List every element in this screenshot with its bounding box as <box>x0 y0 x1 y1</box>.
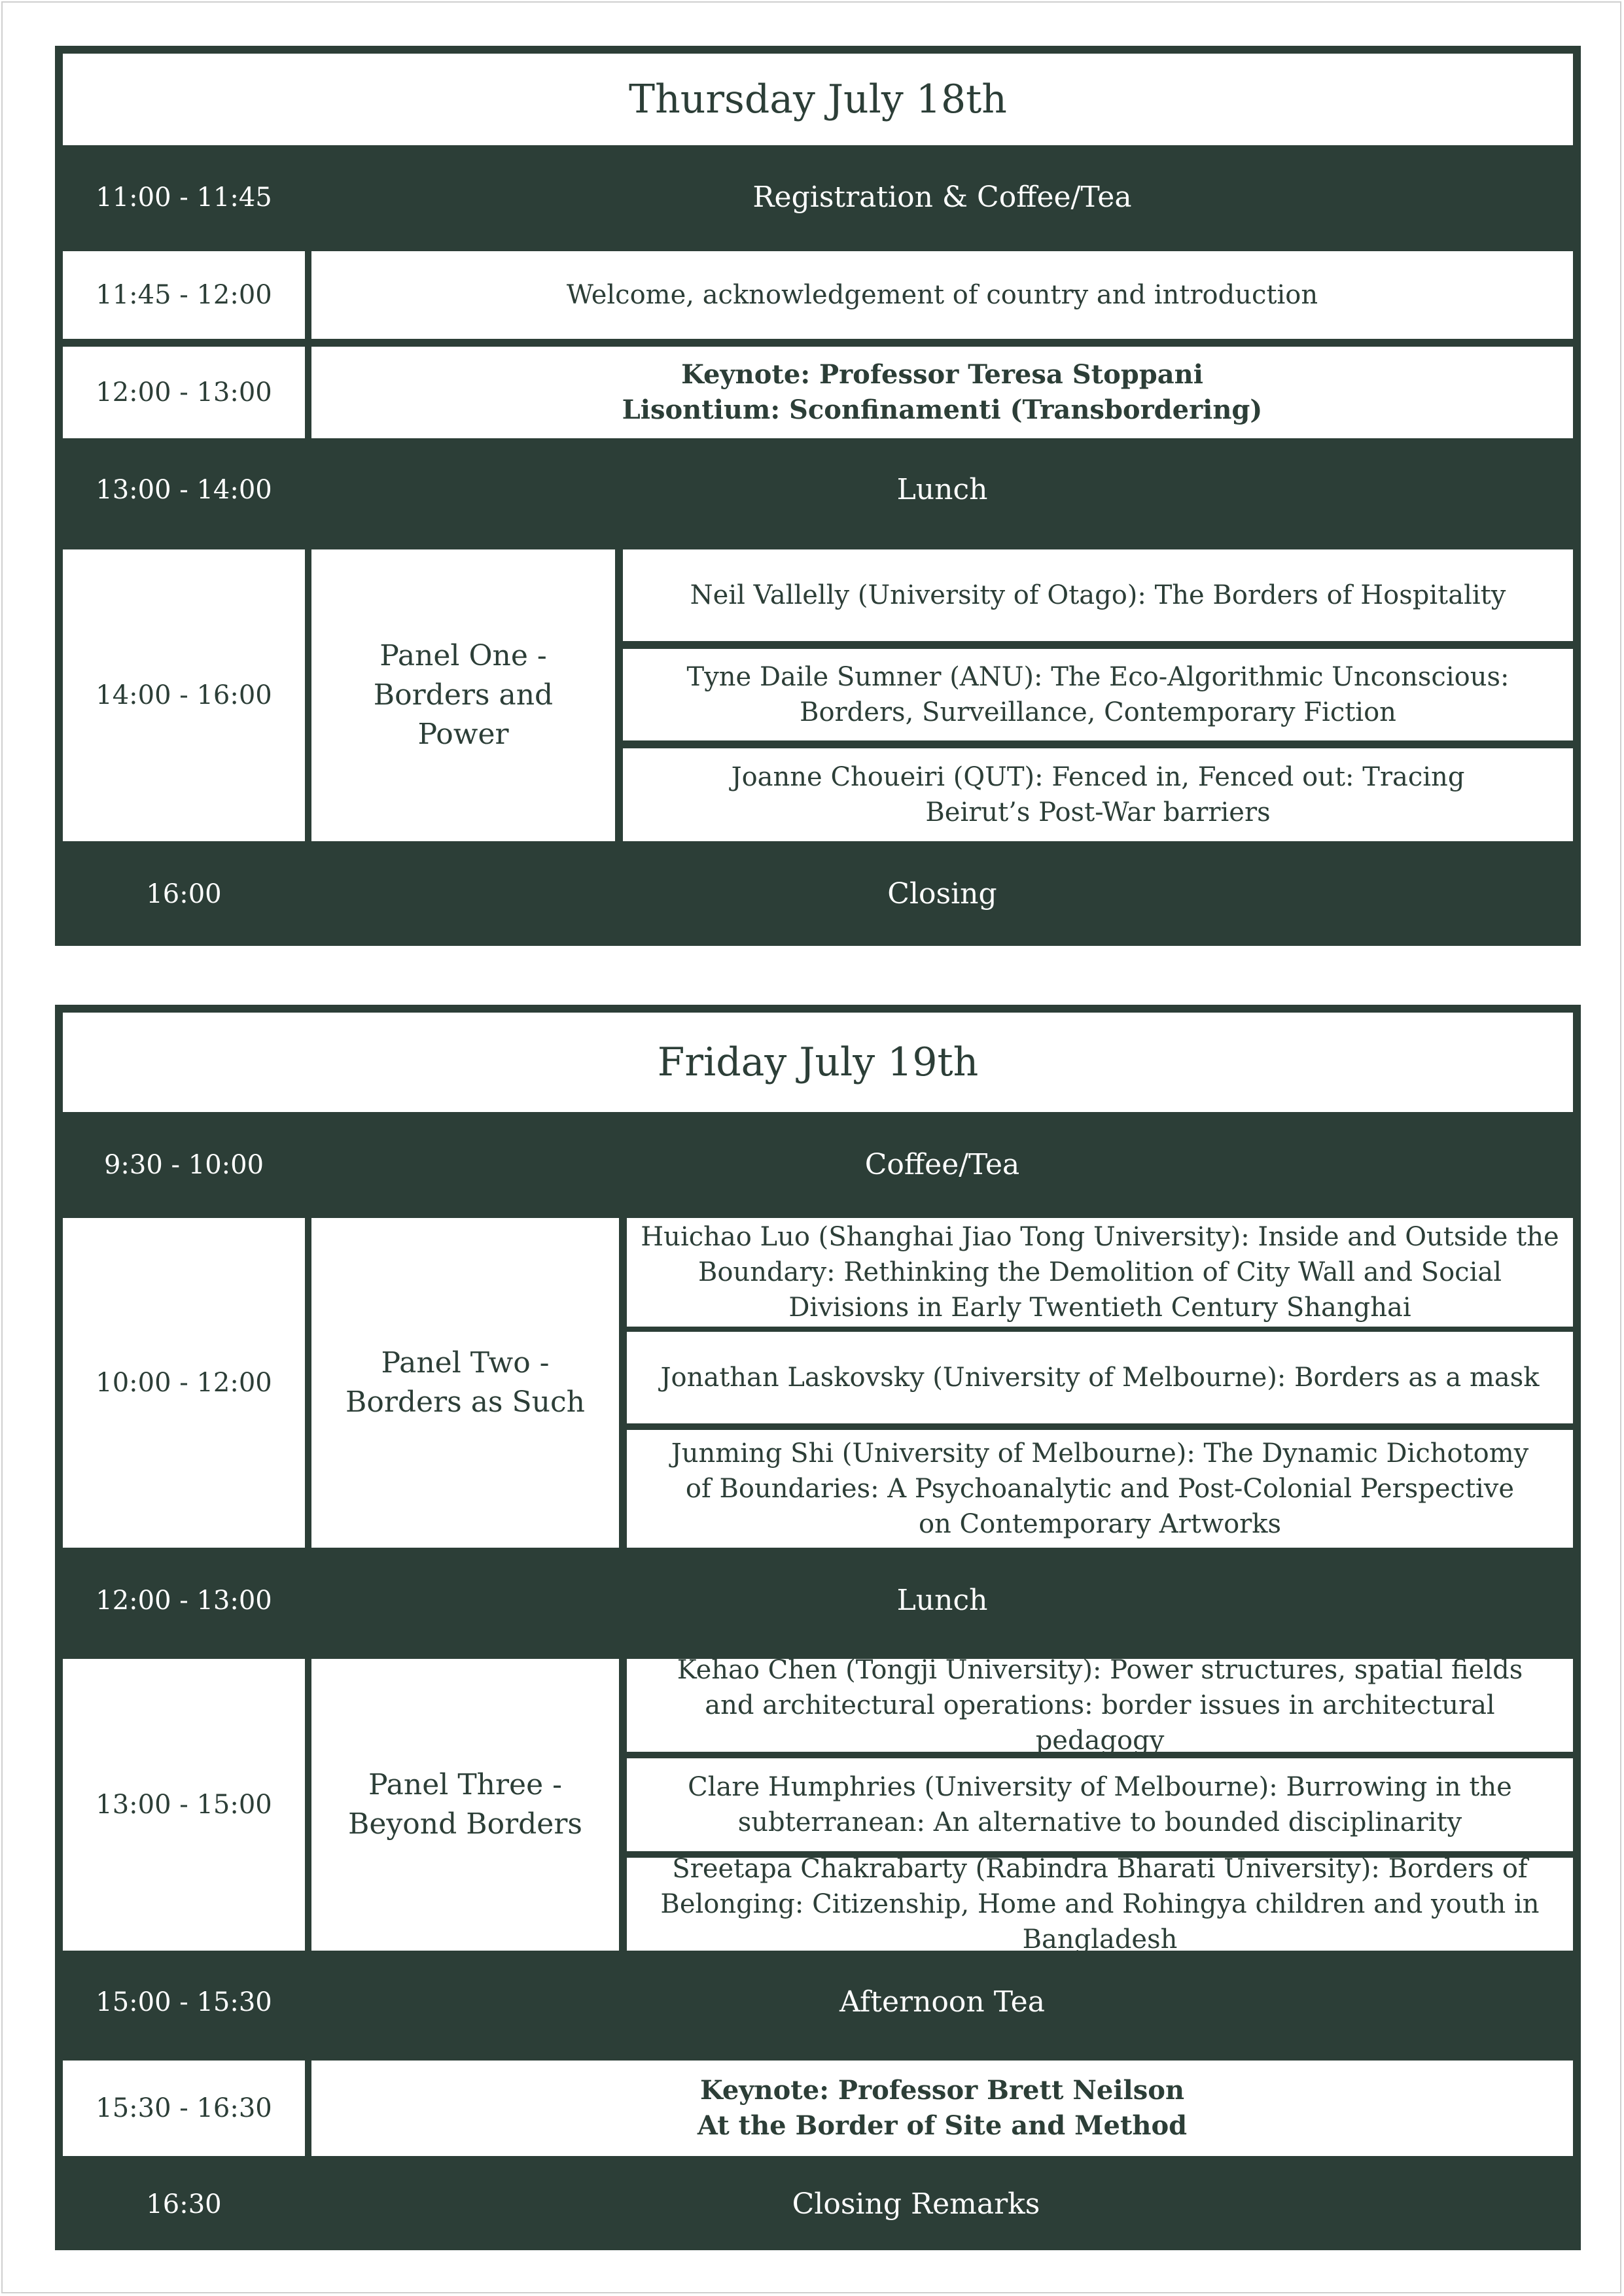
time-cell: 13:00 - 15:00 <box>63 1659 305 1951</box>
friday-schedule <box>55 1005 1581 2250</box>
time-cell: 9:30 - 10:00 <box>103 1150 264 1180</box>
time-cell: 12:00 - 13:00 <box>96 1586 272 1616</box>
talk-cell: Junming Shi (University of Melbourne): The Dynamic Dichotomy of Boundaries: A Psychoanalytic and Post-Colonial Perspective on Contemporary Artworks <box>627 1430 1573 1548</box>
time-cell: 12:00 - 13:00 <box>63 347 305 438</box>
time-cell: 14:00 - 16:00 <box>63 549 305 841</box>
panel-name: Panel One - Borders and Power <box>311 549 615 841</box>
keynote-title: At the Border of Site and Method <box>697 2110 1188 2141</box>
keynote-title: Lisontium: Sconfinamenti (Transbordering) <box>622 394 1263 425</box>
talk-cell: Clare Humphries (University of Melbourne): Burrowing in the subterranean: An alternative to bounded disciplinarity <box>627 1758 1573 1851</box>
time-cell: 11:00 - 11:45 <box>96 183 272 213</box>
session-label: Welcome, acknowledgement of country and introduction <box>311 251 1573 339</box>
time-cell: 11:45 - 12:00 <box>63 251 305 339</box>
talk-cell: Huichao Luo (Shanghai Jiao Tong University): Inside and Outside the Boundary: Rethinking the Demolition of City Wall and Social Divisions in Early Twentieth Century Shanghai <box>627 1218 1573 1327</box>
talk-cell: Joanne Choueiri (QUT): Fenced in, Fenced out: Tracing Beirut’s Post-War barriers <box>623 748 1573 841</box>
time-cell: 16:00 <box>146 879 222 909</box>
session-label: Closing <box>887 877 997 911</box>
keynote-speaker: Keynote: Professor Teresa Stoppani <box>681 359 1203 390</box>
talk-cell: Kehao Chen (Tongji University): Power structures, spatial fields and architectural operations: border issues in architectural pedagogy <box>627 1659 1573 1752</box>
time-cell: 13:00 - 14:00 <box>96 475 272 505</box>
session-label: Closing Remarks <box>792 2187 1040 2221</box>
day-title: Friday July 19th <box>63 1013 1573 1112</box>
session-label: Lunch <box>896 1584 988 1617</box>
talk-cell: Neil Vallelly (University of Otago): The Borders of Hospitality <box>623 549 1573 641</box>
session-label: Coffee/Tea <box>864 1148 1020 1181</box>
panel-name: Panel Two - Borders as Such <box>311 1218 619 1548</box>
time-cell: 15:30 - 16:30 <box>63 2061 305 2156</box>
talk-cell: Tyne Daile Sumner (ANU): The Eco-Algorithmic Unconscious: Borders, Surveillance, Contemporary Fiction <box>623 649 1573 740</box>
keynote-cell <box>311 2061 1573 2156</box>
talk-cell: Sreetapa Chakrabarty (Rabindra Bharati University): Borders of Belonging: Citizenship, Home and Rohingya children and youth in Bangladesh <box>627 1858 1573 1951</box>
time-cell: 15:00 - 15:30 <box>96 1987 272 2017</box>
panel-name: Panel Three - Beyond Borders <box>311 1659 619 1951</box>
session-label: Registration & Coffee/Tea <box>752 181 1132 214</box>
keynote-cell <box>311 347 1573 438</box>
time-cell: 16:30 <box>146 2189 222 2219</box>
time-cell: 10:00 - 12:00 <box>63 1218 305 1548</box>
thursday-schedule <box>55 46 1581 946</box>
day-title: Thursday July 18th <box>63 54 1573 145</box>
talk-cell: Jonathan Laskovsky (University of Melbourne): Borders as a mask <box>627 1332 1573 1423</box>
session-label: Afternoon Tea <box>839 1985 1045 2019</box>
keynote-speaker: Keynote: Professor Brett Neilson <box>699 2075 1185 2106</box>
session-label: Lunch <box>896 473 988 506</box>
